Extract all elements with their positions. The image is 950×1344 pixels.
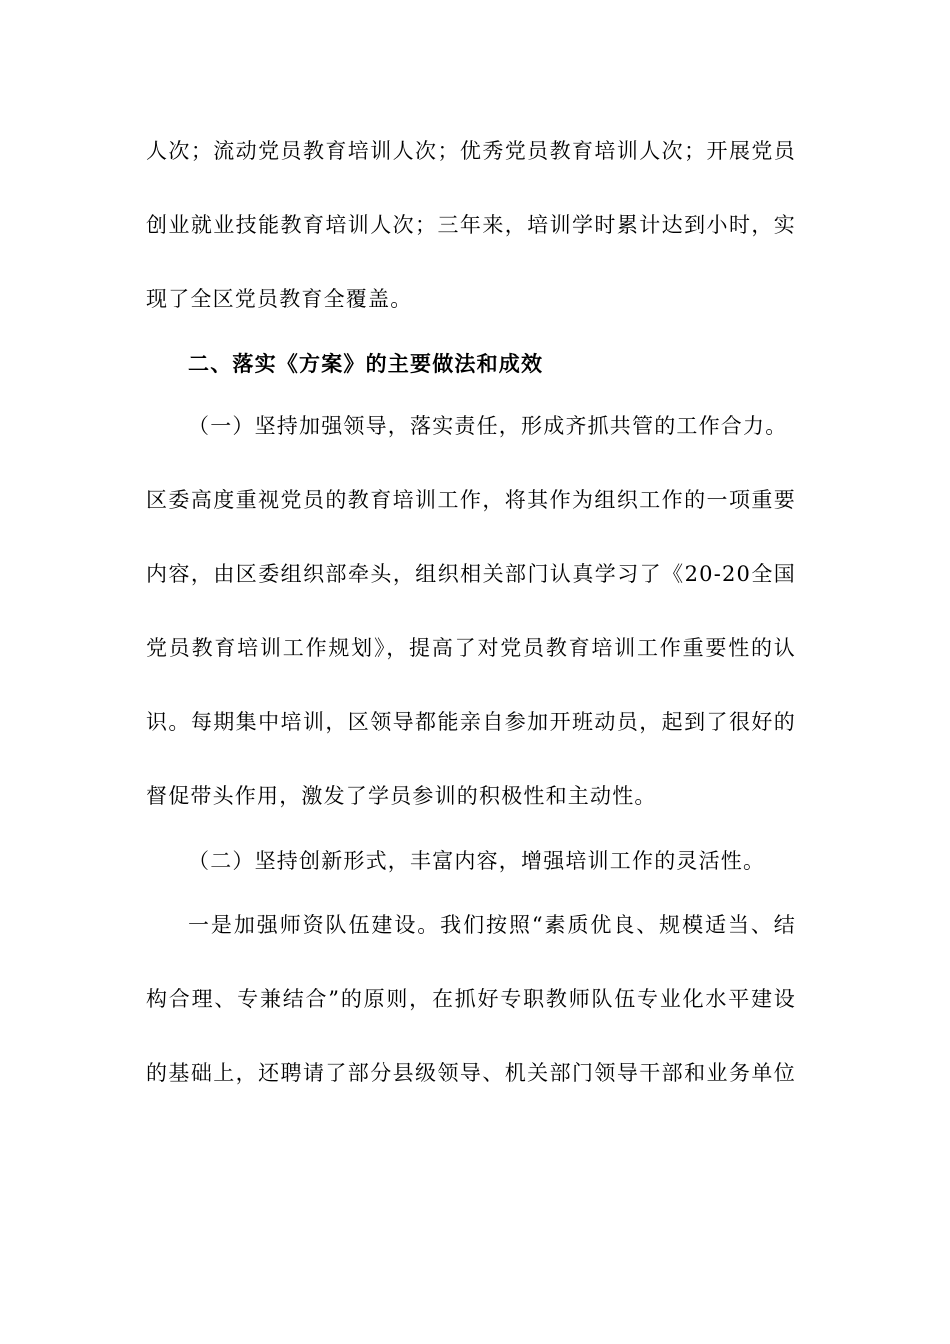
subsection-heading: （一）坚持加强领导，落实责任，形成齐抓共管的工作合力。: [188, 414, 788, 438]
body-text-line: 的基础上，还聘请了部分县级领导、机关部门领导干部和业务单位: [146, 1061, 796, 1085]
body-text-line: 区委高度重视党员的教育培训工作，将其作为组织工作的一项重要: [146, 488, 796, 512]
body-text-line: 构合理、专兼结合”的原则，在抓好专职教师队伍专业化水平建设: [146, 987, 796, 1011]
body-text-line: 党员教育培训工作规划》，提高了对党员教育培训工作重要性的认: [146, 636, 796, 660]
body-text-line: 创业就业技能教育培训人次；三年来，培训学时累计达到小时，实: [146, 213, 796, 237]
body-text-line: 识。每期集中培训，区领导都能亲自参加开班动员，起到了很好的: [146, 710, 796, 734]
body-text-line: 现了全区党员教育全覆盖。: [146, 287, 413, 311]
section-heading: 二、落实《方案》的主要做法和成效: [188, 351, 544, 376]
subsection-heading: （二）坚持创新形式，丰富内容，增强培训工作的灵活性。: [188, 849, 766, 873]
body-text-line: 人次；流动党员教育培训人次；优秀党员教育培训人次；开展党员: [146, 139, 796, 163]
body-text-line: 督促带头作用，激发了学员参训的积极性和主动性。: [146, 784, 657, 808]
body-text-line: 一是加强师资队伍建设。我们按照“素质优良、规模适当、结: [188, 913, 796, 937]
body-text-line: 内容，由区委组织部牵头，组织相关部门认真学习了《20-20全国: [146, 562, 796, 586]
